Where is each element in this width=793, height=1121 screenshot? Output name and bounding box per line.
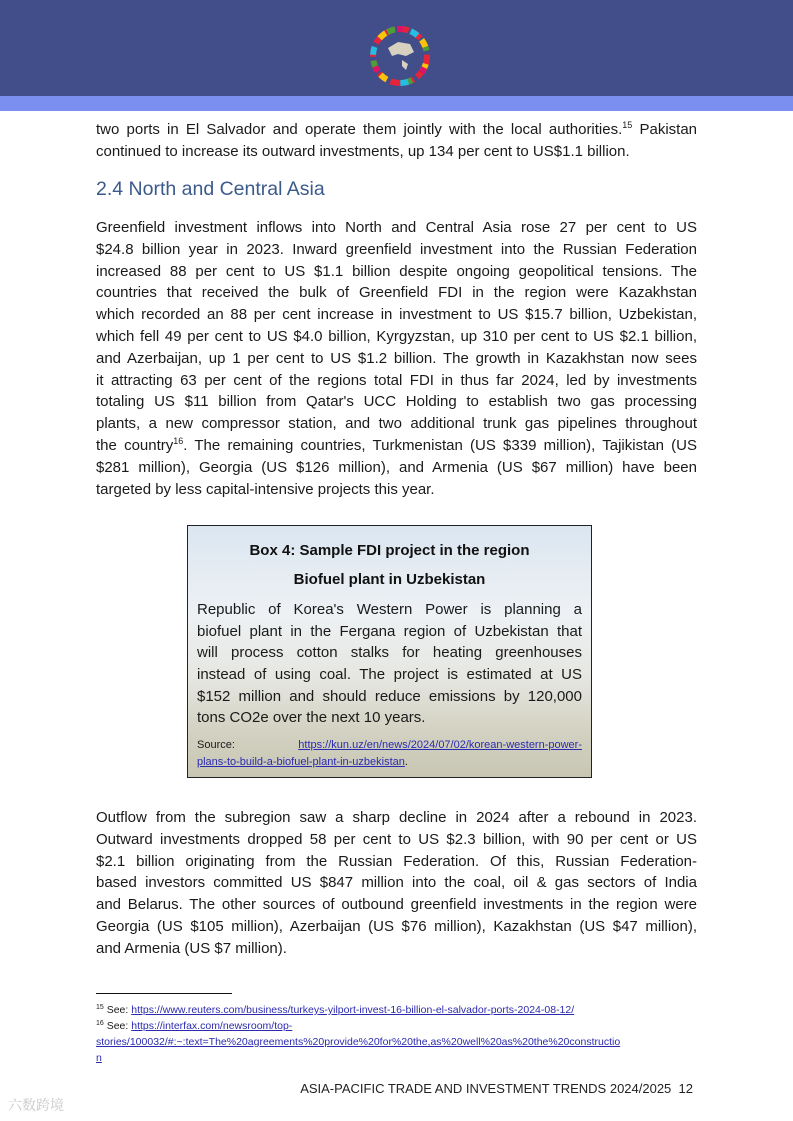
line-text: $2.1 billion originating from the Russian Federation. Of this, Russian Federation- [96, 852, 697, 870]
text-line [96, 326, 697, 348]
text-line [96, 348, 697, 370]
text-line [96, 239, 697, 261]
text-line [96, 479, 697, 501]
footnote-link[interactable]: https://interfax.com/newsroom/top- [131, 1020, 293, 1032]
line-text: the country [96, 436, 174, 454]
footnote-label: See: [103, 1004, 132, 1016]
text-line [197, 642, 582, 664]
text-line [197, 621, 582, 643]
source-label: Source: [197, 739, 235, 751]
footnote-link[interactable]: stories/100032/#:~:text=The%20agreements%20provide%20for%20the,as%20well%20as%20the%20constructio [96, 1036, 621, 1048]
page-header-banner [0, 0, 793, 96]
line-text: Greenfield investment inflows into North and Central Asia rose 27 per cent to US [96, 219, 697, 236]
source-link-cont[interactable]: plans-to-build-a-biofuel-plant-in-uzbekistan [197, 756, 405, 768]
line-text: instead of using coal. The project is estimated at US [197, 666, 582, 684]
line-text: Pakistan [632, 121, 697, 138]
text-line [197, 686, 582, 708]
line-text: Outflow from the subregion saw a sharp decline in 2024 after a rebound in 2023. [96, 809, 697, 826]
footnote-ref[interactable]: 16 [173, 435, 184, 446]
text-line [96, 304, 697, 326]
text-line [96, 282, 697, 304]
footnote-16-cont2 [96, 1050, 102, 1066]
line-text: continued to increase its outward investments, up 134 per cent to US$1.1 billion. [96, 142, 630, 160]
line-text: will process cotton stalks for heating greenhouses [197, 644, 582, 662]
footnote-16-cont [96, 1034, 620, 1050]
line-text: and Azerbaijan, up 1 per cent to US $1.2 billion. The growth in Kazakhstan now sees [96, 349, 697, 367]
footnote-ref[interactable]: 15 [622, 120, 633, 130]
footnote-link[interactable]: n [96, 1052, 102, 1064]
line-text: which fell 49 per cent to US $4.0 billion, Kyrgyzstan, up 310 per cent to US $2.1 billion, [96, 327, 697, 345]
north-central-asia-paragraph [96, 217, 697, 500]
text-line [96, 391, 697, 413]
line-text: Republic of Korea's Western Power is planning a [197, 601, 582, 618]
line-text: Outward investments dropped 58 per cent to US $2.3 billion, with 90 per cent or US [96, 830, 697, 848]
footnote-link[interactable]: https://www.reuters.com/business/turkeys-yilport-invest-16-billion-el-salvador-ports-2024-08-12/ [131, 1004, 575, 1016]
sdg-globe-logo-icon [368, 24, 432, 88]
line-text: $152 million and should reduce emissions by 120,000 [197, 687, 582, 705]
text-line [96, 435, 697, 457]
page-footer [300, 1081, 693, 1096]
footnote-16 [96, 1018, 292, 1034]
footnote-number: 15 [96, 1004, 104, 1011]
line-text: totaling US $11 billion from Qatar's UCC Holding to establish two gas processing [96, 393, 697, 411]
outflow-paragraph [96, 807, 697, 960]
line-text: based investors committed US $847 million into the coal, oil & gas sectors of India [96, 874, 697, 892]
intro-paragraph [96, 119, 697, 163]
line-text: and Belarus. The other sources of outbound greenfield investments in the region were [96, 896, 697, 914]
footnote-number: 16 [96, 1020, 104, 1027]
line-text: . The remaining countries, Turkmenistan (US $339 million), Tajikistan (US [183, 436, 697, 454]
watermark: 六数跨境 [8, 1097, 64, 1113]
line-text: which recorded an 88 per cent increase in investment to US $15.7 billion, Uzbekistan, [96, 306, 697, 324]
line-text: two ports in El Salvador and operate them jointly with the local authorities. [96, 121, 623, 138]
source-link[interactable]: https://kun.uz/en/news/2024/07/02/korean-western-power- [298, 739, 582, 751]
page-number: 12 [678, 1081, 693, 1096]
text-line [96, 457, 697, 479]
source-end: . [404, 756, 408, 768]
footer-title: ASIA-PACIFIC TRADE AND INVESTMENT TRENDS 2024/2025 [300, 1081, 672, 1096]
text-line [96, 829, 697, 851]
footnote-15 [96, 1002, 574, 1018]
text-line [96, 217, 697, 239]
text-line [96, 807, 697, 829]
footnote-separator [96, 993, 232, 994]
line-text: $24.8 billion year in 2023. Inward greenfield investment into the Russian Federation [96, 240, 697, 258]
box-4-fdi-project [187, 525, 592, 778]
line-text: targeted by less capital-intensive projects this year. [96, 480, 435, 498]
box-title: Box 4: Sample FDI project in the region [249, 542, 530, 559]
box-subtitle: Biofuel plant in Uzbekistan [293, 571, 486, 588]
line-text: countries that received the bulk of Greenfield FDI in the region were Kazakhstan [96, 284, 697, 302]
text-line [197, 707, 582, 729]
text-line [96, 916, 697, 938]
text-line [96, 413, 697, 435]
box-body [197, 599, 582, 729]
text-line [96, 872, 697, 894]
text-line [96, 894, 697, 916]
footnote-label: See: [103, 1020, 132, 1032]
line-text: it attracting 63 per cent of the regions total FDI in thus far 2024, led by investments [96, 371, 697, 389]
text-line [96, 938, 697, 960]
line-text: biofuel plant in the Fergana region of Uzbekistan that [197, 622, 582, 640]
line-text: and Armenia (US $7 million). [96, 939, 287, 957]
text-line [96, 851, 697, 873]
header-accent-band [0, 96, 793, 111]
text-line [96, 370, 697, 392]
text-line [96, 119, 697, 141]
line-text: increased 88 per cent to US $1.1 billion despite ongoing geopolitical tensions. The [96, 262, 697, 280]
section-heading: 2.4 North and Central Asia [96, 178, 325, 200]
text-line [96, 141, 697, 163]
text-line [96, 261, 697, 283]
text-line [197, 599, 582, 621]
line-text: tons CO2e over the next 10 years. [197, 709, 426, 727]
box-source [197, 737, 582, 771]
line-text: plants, a new compressor station, and two additional trunk gas pipelines throughout [96, 415, 697, 433]
line-text: Georgia (US $105 million), Azerbaijan (US $76 million), Kazakhstan (US $47 million), [96, 917, 697, 935]
text-line [197, 664, 582, 686]
line-text: $281 million), Georgia (US $126 million), and Armenia (US $67 million) have been [96, 458, 697, 476]
